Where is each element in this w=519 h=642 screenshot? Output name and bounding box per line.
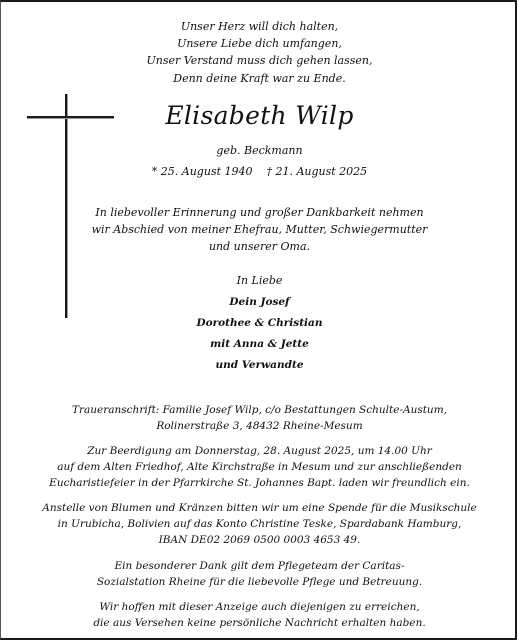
poem-line: Unser Herz will dich halten, — [180, 20, 339, 33]
gratitude-line: In liebevoller Erinnerung und großer Dankbarkeit nehmen — [95, 206, 424, 219]
gratitude-line: und unserer Oma. — [208, 240, 311, 253]
closing-line: Wir hoffen mit dieser Anzeige auch diejenigen zu erreichen, — [99, 601, 420, 613]
closing-line: die aus Versehen keine persönliche Nachricht erhalten haben. — [93, 617, 426, 629]
address-line: Traueranschrift: Familie Josef Wilp, c/o Bestattungen Schulte-Austum, — [71, 404, 447, 416]
gratitude-line: wir Abschied von meiner Ehefrau, Mutter, Schwiegermutter — [91, 223, 428, 236]
family-member: Dorothee & Christian — [196, 317, 323, 329]
life-dates: * 25. August 1940 † 21. August 2025 — [151, 165, 368, 178]
address-line: Rolinerstraße 3, 48432 Rheine-Mesum — [156, 420, 363, 432]
in-liebe-label: In Liebe — [236, 274, 283, 287]
poem — [1, 18, 518, 87]
family-member: mit Anna & Jette — [210, 338, 309, 350]
funeral-line: Eucharistiefeier in der Pfarrkirche St. Johannes Bapt. laden wir freundlich ein. — [49, 477, 470, 489]
donation-info — [1, 500, 518, 548]
mourning-address — [1, 402, 518, 434]
poem-line: Unsere Liebe dich umfangen, — [177, 37, 342, 51]
poem-line: Unser Verstand muss dich gehen lassen, — [146, 54, 373, 68]
funeral-info — [1, 443, 518, 491]
thanks-line: Sozialstation Rheine für die liebevolle Pflege und Betreuung. — [96, 576, 423, 588]
donation-line: IBAN DE02 2069 0500 0003 4653 49. — [158, 534, 361, 546]
gratitude-text — [1, 204, 518, 255]
family-member: Dein Josef — [229, 296, 290, 308]
closing-note — [1, 599, 518, 631]
birth-name: geb. Beckmann — [216, 144, 303, 157]
donation-line: Anstelle von Blumen und Kränzen bitten wir um eine Spende für die Musikschule — [42, 502, 477, 514]
thanks-line: Ein besonderer Dank gilt dem Pflegeteam der Caritas- — [114, 560, 405, 572]
thanks-note — [1, 558, 518, 590]
donation-line: in Urubicha, Bolivien auf das Konto Christine Teske, Spardabank Hamburg, — [57, 518, 462, 530]
deceased-name: Elisabeth Wilp — [165, 101, 354, 130]
funeral-line: Zur Beerdigung am Donnerstag, 28. August 2025, um 14.00 Uhr — [87, 445, 432, 457]
family-member: und Verwandte — [215, 359, 304, 371]
poem-line: Denn deine Kraft war zu Ende. — [173, 71, 346, 85]
funeral-line: auf dem Alten Friedhof, Alte Kirchstraße in Mesum und zur anschließenden — [57, 461, 462, 473]
